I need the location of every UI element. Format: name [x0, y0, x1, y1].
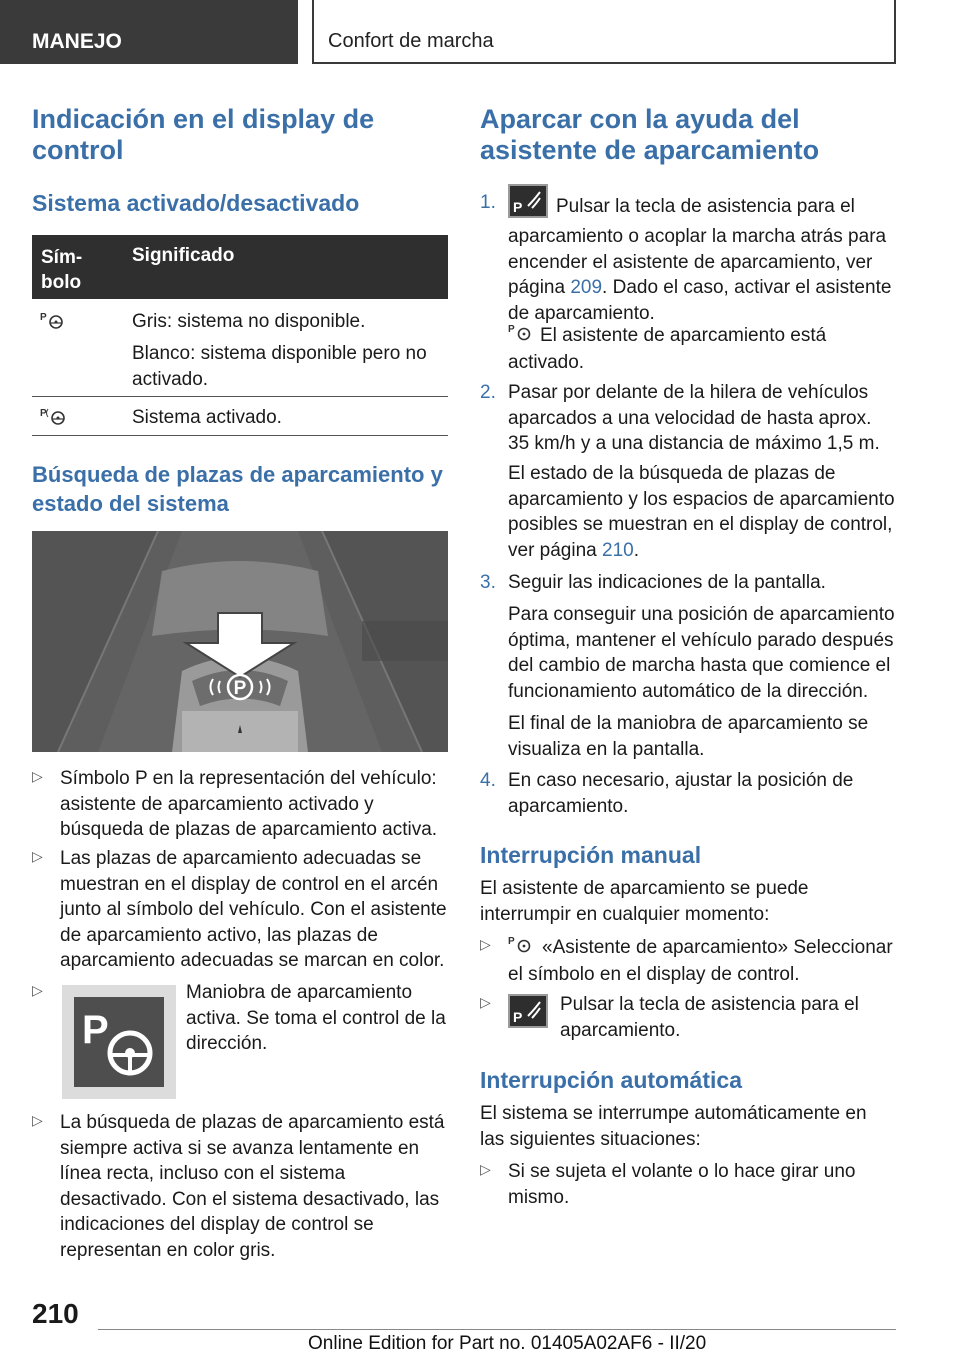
subsection-title: Búsqueda de plazas de aparcamiento y estado del sistema	[32, 462, 443, 516]
subsection-title: Interrupción automática	[480, 1067, 742, 1093]
svg-text:P: P	[513, 199, 523, 215]
header-section	[0, 0, 298, 64]
parking-assistant-active-icon	[40, 405, 70, 432]
svg-text:P: P	[82, 1008, 109, 1052]
triangle-bullet-icon: ▷	[32, 848, 43, 864]
footer-edition: Online Edition for Part no. 01405A02AF6 - II/20	[308, 1333, 707, 1354]
parking-assistant-active-icon	[508, 934, 534, 962]
col-meaning-header: Significado	[132, 245, 235, 266]
step-item: 1. P Pulsar la tecla de asistencia para el aparcamiento o acoplar la marcha atrás para encender el asistente de aparcamiento, ver página 209. Dado el caso, activar el asistente de aparcamiento.	[480, 190, 896, 350]
subsection-title: Interrupción manual	[480, 842, 702, 868]
page-number: 210	[32, 1298, 79, 1329]
svg-text:P: P	[40, 312, 47, 323]
parking-assistant-button-icon	[508, 994, 548, 1028]
page-link[interactable]: 209	[570, 277, 603, 298]
steering-control-icon	[62, 985, 176, 1099]
display-illustration	[32, 531, 448, 752]
svg-text:P: P	[508, 936, 515, 947]
p-symbol: P	[233, 678, 247, 699]
section-label: MANEJO	[32, 30, 122, 53]
table-cell: Gris: sistema no disponible.	[132, 311, 366, 332]
paragraph: El sistema se interrumpe automáticamente en las siguientes situaciones:	[480, 1103, 867, 1150]
paragraph: El asistente de aparcamiento se puede interrumpir en cualquier momento:	[480, 878, 809, 925]
section-title: Aparcar con la ayuda del asistente de aparcamiento	[480, 104, 820, 165]
parking-assistant-button-icon	[508, 184, 548, 218]
triangle-bullet-icon: ▷	[32, 1112, 43, 1128]
table-row	[32, 299, 448, 397]
section-title: Indicación en el display de control	[32, 104, 375, 165]
triangle-bullet-icon: ▷	[480, 936, 491, 952]
subsection-title: Sistema activado/desactivado	[32, 190, 360, 216]
chapter-label: Confort de marcha	[328, 30, 494, 52]
triangle-bullet-icon: ▷	[480, 994, 491, 1010]
parking-assistant-gray-icon	[40, 309, 66, 336]
triangle-bullet-icon: ▷	[480, 1161, 491, 1177]
header-chapter	[312, 0, 896, 64]
svg-text:P: P	[40, 408, 47, 419]
table-cell: Sistema activado.	[132, 407, 282, 428]
page-link[interactable]: 210	[602, 539, 634, 561]
col-symbol-header: Sím-bolo	[41, 247, 83, 293]
parking-assistant-active-icon	[508, 322, 534, 350]
triangle-bullet-icon: ▷	[32, 982, 43, 998]
table-cell: Blanco: sistema disponible pero no activado.	[132, 343, 427, 390]
table-header	[32, 235, 448, 299]
triangle-bullet-icon: ▷	[32, 768, 43, 784]
footer-divider	[98, 1329, 896, 1330]
svg-text:P: P	[513, 1009, 523, 1025]
table-row	[32, 397, 448, 436]
svg-text:P: P	[508, 324, 515, 335]
